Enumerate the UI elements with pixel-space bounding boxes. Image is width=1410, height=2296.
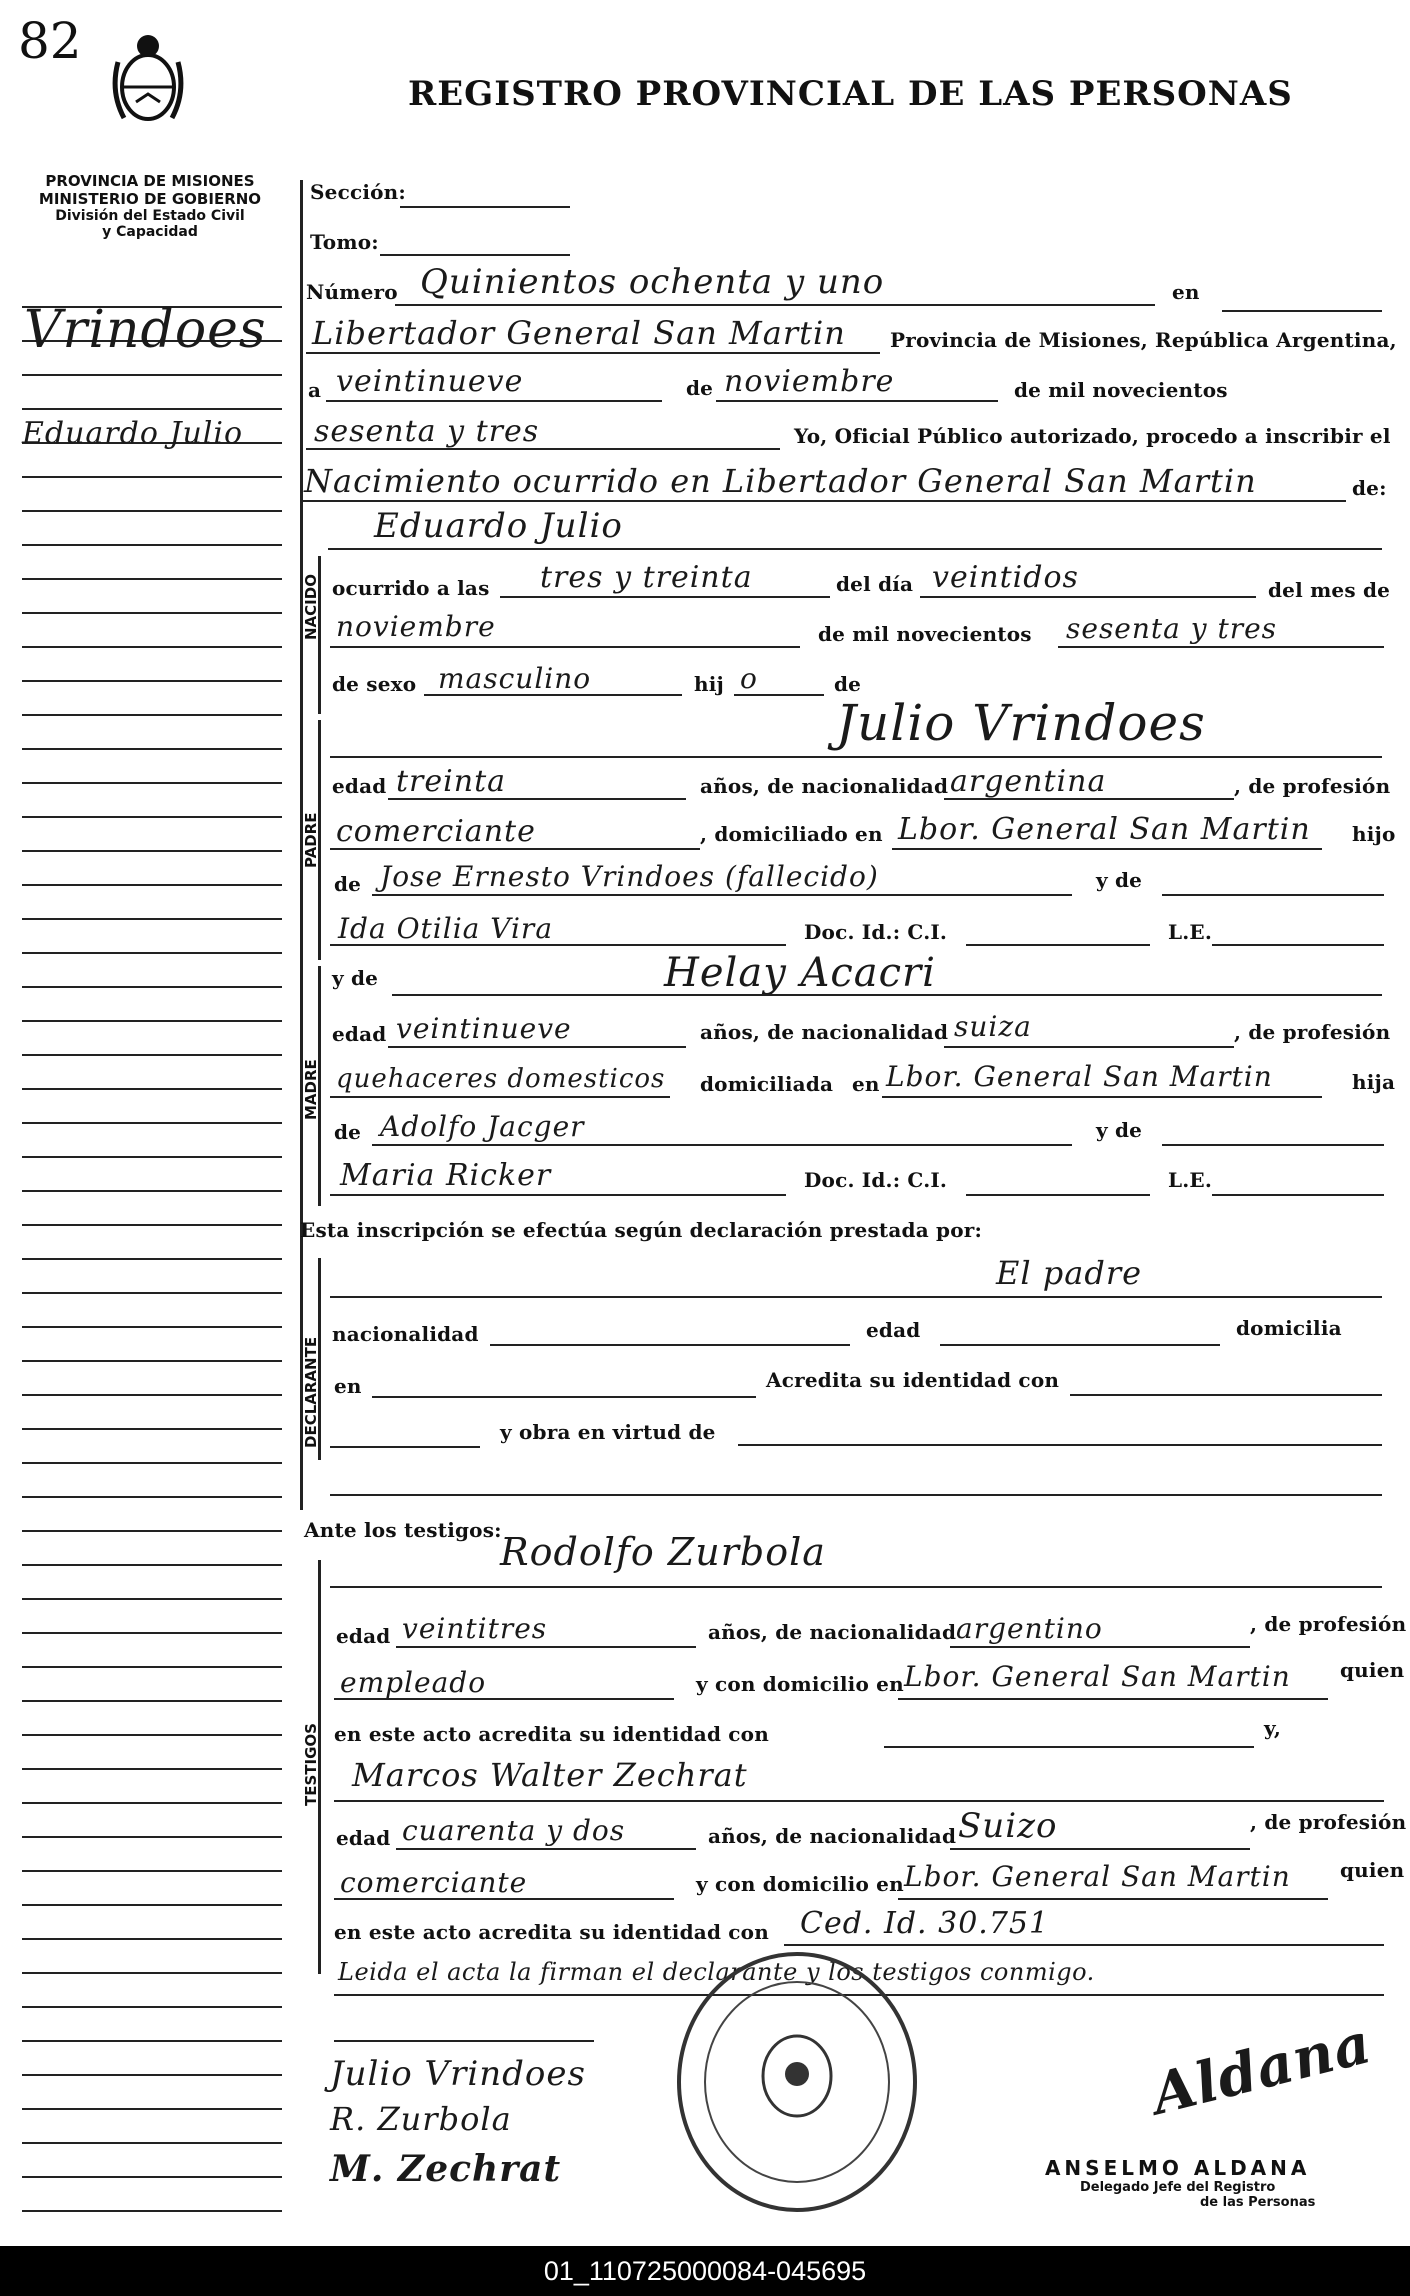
nacido-nombre: Eduardo Julio <box>374 506 623 546</box>
lugar-value: Libertador General San Martin <box>312 314 846 352</box>
firma-testigo1: R. Zurbola <box>330 2100 512 2138</box>
numero-label: Número <box>306 280 398 304</box>
margin-rule <box>22 680 282 682</box>
de-nacido-label: de <box>834 672 862 696</box>
margin-rule <box>22 374 282 376</box>
margin-rule <box>22 1224 282 1226</box>
madre-y-de-label: y de <box>332 966 379 990</box>
declarante-edad-label: edad <box>866 1318 921 1342</box>
firma-oficial: Aldana <box>1145 2009 1378 2129</box>
footer-id: 01_110725000084-045695 <box>0 2246 1410 2296</box>
dia-value: veintinueve <box>336 364 524 399</box>
declarante-value: El padre <box>996 1254 1143 1292</box>
padre-anos-label: años, de nacionalidad <box>700 774 949 798</box>
margin-rule <box>22 2040 282 2042</box>
header-capacidad: y Capacidad <box>102 224 198 240</box>
margin-given-names: Eduardo Julio <box>22 416 244 451</box>
numero-value: Quinientos ochenta y uno <box>420 262 885 302</box>
a-label: a <box>308 378 322 402</box>
madre-y-de-value: Maria Ricker <box>340 1158 552 1193</box>
del-dia-label: del día <box>836 572 914 596</box>
margin-rule <box>22 510 282 512</box>
margin-rule <box>22 1428 282 1430</box>
padre-y-de-value: Ida Otilia Vira <box>338 912 554 945</box>
en-label: en <box>1172 280 1200 304</box>
testigo1-nac-value: argentino <box>956 1612 1103 1645</box>
header-division: División del Estado Civil <box>55 208 245 224</box>
padre-prof-label: , de profesión <box>1234 774 1391 798</box>
madre-nombre: Helay Acacri <box>664 950 936 996</box>
margin-rule <box>22 1088 282 1090</box>
margin-rule <box>22 2142 282 2144</box>
madre-y-de2-label: y de <box>1096 1118 1143 1142</box>
margin-rule <box>22 1904 282 1906</box>
madre-prof-label: , de profesión <box>1234 1020 1391 1044</box>
madre-de-label: de <box>334 1120 362 1144</box>
declarante-nac-label: nacionalidad <box>332 1322 479 1346</box>
margin-rule <box>22 1870 282 1872</box>
acto-value: Nacimiento ocurrido en Libertador General San Martin <box>304 462 1257 500</box>
margin-rule <box>22 1768 282 1770</box>
margin-rule <box>22 1462 282 1464</box>
margin-rule <box>22 408 282 410</box>
margin-rule <box>22 1190 282 1192</box>
padre-hijo-label: hijo <box>1352 822 1396 846</box>
tomo-label: Tomo: <box>310 230 379 254</box>
oficial-stamp-name: ANSELMO ALDANA <box>1044 2156 1311 2180</box>
margin-rule <box>22 816 282 818</box>
sexo-value: masculino <box>438 662 592 695</box>
oficial-stamp-org: de las Personas <box>1200 2195 1316 2210</box>
acredita-label: Acredita su identidad con <box>766 1368 1060 1392</box>
madre-dom-label: domiciliada <box>700 1072 834 1096</box>
testigo2-prof-label: , de profesión <box>1250 1810 1407 1834</box>
padre-hijo-de-value: Jose Ernesto Vrindoes (fallecido) <box>380 860 879 893</box>
testigo2-edad-label: edad <box>336 1826 391 1850</box>
declarante-en-label: en <box>334 1374 362 1398</box>
anio-value: sesenta y tres <box>314 414 540 449</box>
margin-rule <box>22 748 282 750</box>
mes-value: noviembre <box>724 364 895 399</box>
declaracion-label: Esta inscripción se efectúa según declaración prestada por: <box>300 1218 983 1242</box>
madre-hija-de-value: Adolfo Jacger <box>380 1110 585 1143</box>
hij-label: hij <box>694 672 724 696</box>
margin-surname: Vrindoes <box>24 300 267 360</box>
margin-rule <box>22 1632 282 1634</box>
margin-rule <box>22 986 282 988</box>
testigo1-edad-label: edad <box>336 1624 391 1648</box>
testigo2-dom-label: y con domicilio en <box>696 1872 904 1896</box>
section-testigos-label: TESTIGOS <box>302 1723 320 1806</box>
margin-rule <box>22 2210 282 2212</box>
padre-dom-value: Lbor. General San Martin <box>898 812 1311 847</box>
document-title: REGISTRO PROVINCIAL DE LAS PERSONAS <box>408 74 1293 114</box>
margin-rule <box>22 544 282 546</box>
section-madre-label: MADRE <box>302 1059 320 1120</box>
oficial-stamp-role: Delegado Jefe del Registro <box>1079 2180 1276 2195</box>
margin-rule <box>22 1972 282 1974</box>
margin-rule <box>22 1836 282 1838</box>
padre-prof-value: comerciante <box>336 814 536 849</box>
ocurrido-label: ocurrido a las <box>332 576 490 600</box>
margin-rule <box>22 1360 282 1362</box>
margin-rule <box>22 1326 282 1328</box>
testigo2-prof-value: comerciante <box>340 1866 528 1899</box>
official-seal-icon <box>672 1946 922 2218</box>
margin-rule <box>22 1598 282 1600</box>
margin-rule <box>22 2176 282 2178</box>
ante-testigos-label: Ante los testigos: <box>304 1518 502 1542</box>
testigo1-dom-value: Lbor. General San Martin <box>904 1660 1291 1693</box>
seccion-label: Sección: <box>310 180 406 204</box>
padre-doc-label: Doc. Id.: C.I. <box>804 920 948 944</box>
margin-rule <box>22 1666 282 1668</box>
firma-padre: Julio Vrindoes <box>330 2054 586 2094</box>
testigo1-prof-label: , de profesión <box>1250 1612 1407 1636</box>
margin-rule <box>22 1802 282 1804</box>
madre-doc-label: Doc. Id.: C.I. <box>804 1168 948 1192</box>
margin-rule <box>22 850 282 852</box>
margin-rule <box>22 1258 282 1260</box>
section-nacido-label: NACIDO <box>302 574 320 640</box>
madre-prof-value: quehaceres domesticos <box>336 1064 666 1094</box>
padre-nombre: Julio Vrindoes <box>836 694 1206 752</box>
madre-dom-value: Lbor. General San Martin <box>886 1060 1273 1093</box>
declarante-domicilia-label: domicilia <box>1236 1316 1342 1340</box>
margin-rule <box>22 714 282 716</box>
coat-of-arms-icon <box>110 32 186 128</box>
margin-rule <box>22 1292 282 1294</box>
header-ministry: MINISTERIO DE GOBIERNO <box>38 190 262 208</box>
provincia-label: Provincia de Misiones, República Argentina, <box>890 328 1397 352</box>
testigo2-acto-label: en este acto acredita su identidad con <box>334 1920 769 1944</box>
padre-y-de-label: y de <box>1096 868 1143 892</box>
dia-nac-value: veintidos <box>932 560 1079 595</box>
testigo2-nombre: Marcos Walter Zechrat <box>352 1756 748 1794</box>
de-colon-label: de: <box>1352 476 1387 500</box>
testigo2-anos-label: años, de nacionalidad <box>708 1824 957 1848</box>
testigo2-quien-label: quien <box>1340 1858 1405 1882</box>
margin-rule <box>22 2006 282 2008</box>
yo-oficial-label: Yo, Oficial Público autorizado, procedo a inscribir el <box>794 424 1391 448</box>
testigo1-dom-label: y con domicilio en <box>696 1672 904 1696</box>
padre-le-label: L.E. <box>1168 920 1213 944</box>
section-declarante-label: DECLARANTE <box>302 1336 320 1448</box>
header-province: PROVINCIA DE MISIONES <box>45 172 255 190</box>
cierre-text: Leida el acta la firman el declarante y los testigos conmigo. <box>338 1958 1095 1986</box>
testigo1-acto-label: en este acto acredita su identidad con <box>334 1722 769 1746</box>
madre-anos-label: años, de nacionalidad <box>700 1020 949 1044</box>
padre-nac-value: argentina <box>950 764 1107 799</box>
de-sexo-label: de sexo <box>332 672 417 696</box>
madre-edad-label: edad <box>332 1022 387 1046</box>
margin-rule <box>22 2074 282 2076</box>
anio-nac-value: sesenta y tres <box>1066 612 1278 645</box>
margin-rule <box>22 1530 282 1532</box>
margin-rule <box>22 1564 282 1566</box>
margin-rule <box>22 1734 282 1736</box>
hij-suffix: o <box>740 662 758 695</box>
madre-hija-label: hija <box>1352 1070 1396 1094</box>
mil-novecientos-label: de mil novecientos <box>1014 378 1228 402</box>
de-mil-novecientos-label: de mil novecientos <box>818 622 1032 646</box>
testigo2-edad-value: cuarenta y dos <box>402 1814 626 1847</box>
testigo2-dom-value: Lbor. General San Martin <box>904 1860 1291 1893</box>
obra-label: y obra en virtud de <box>500 1420 716 1444</box>
margin-rule <box>22 612 282 614</box>
margin-rule <box>22 646 282 648</box>
margin-rule <box>22 952 282 954</box>
margin-rule <box>22 884 282 886</box>
section-padre-label: PADRE <box>302 812 320 868</box>
margin-rule <box>22 578 282 580</box>
testigo1-y-label: y, <box>1264 1716 1282 1740</box>
testigo1-quien-label: quien <box>1340 1658 1405 1682</box>
page-number: 82 <box>18 12 82 70</box>
margin-rule <box>22 1156 282 1158</box>
hora-value: tres y treinta <box>540 560 753 595</box>
mes-nac-value: noviembre <box>336 610 496 643</box>
margin-rule <box>22 1020 282 1022</box>
margin-rule <box>22 1496 282 1498</box>
de-label: de <box>686 376 714 400</box>
padre-de-label: de <box>334 872 362 896</box>
madre-en-label: en <box>852 1072 880 1096</box>
madre-edad-value: veintinueve <box>396 1012 572 1045</box>
margin-rule <box>22 918 282 920</box>
margin-rule <box>22 1054 282 1056</box>
testigo1-nombre: Rodolfo Zurbola <box>500 1530 826 1574</box>
padre-edad-value: treinta <box>396 764 507 799</box>
testigo2-nac-value: Suizo <box>958 1806 1058 1846</box>
margin-rule <box>22 1938 282 1940</box>
margin-rule <box>22 782 282 784</box>
testigo1-prof-value: empleado <box>340 1666 487 1699</box>
testigo2-id-value: Ced. Id. 30.751 <box>800 1906 1050 1941</box>
madre-nac-value: suiza <box>954 1010 1032 1043</box>
margin-rule <box>22 1394 282 1396</box>
margin-rule <box>22 1122 282 1124</box>
firma-testigo2: M. Zechrat <box>330 2148 562 2190</box>
del-mes-label: del mes de <box>1268 578 1391 602</box>
testigo1-anos-label: años, de nacionalidad <box>708 1620 957 1644</box>
padre-edad-label: edad <box>332 774 387 798</box>
margin-rule <box>22 2108 282 2110</box>
madre-le-label: L.E. <box>1168 1168 1213 1192</box>
margin-rule <box>22 1700 282 1702</box>
margin-rule <box>22 476 282 478</box>
padre-dom-label: , domiciliado en <box>700 822 883 846</box>
testigo1-edad-value: veintitres <box>402 1612 548 1645</box>
